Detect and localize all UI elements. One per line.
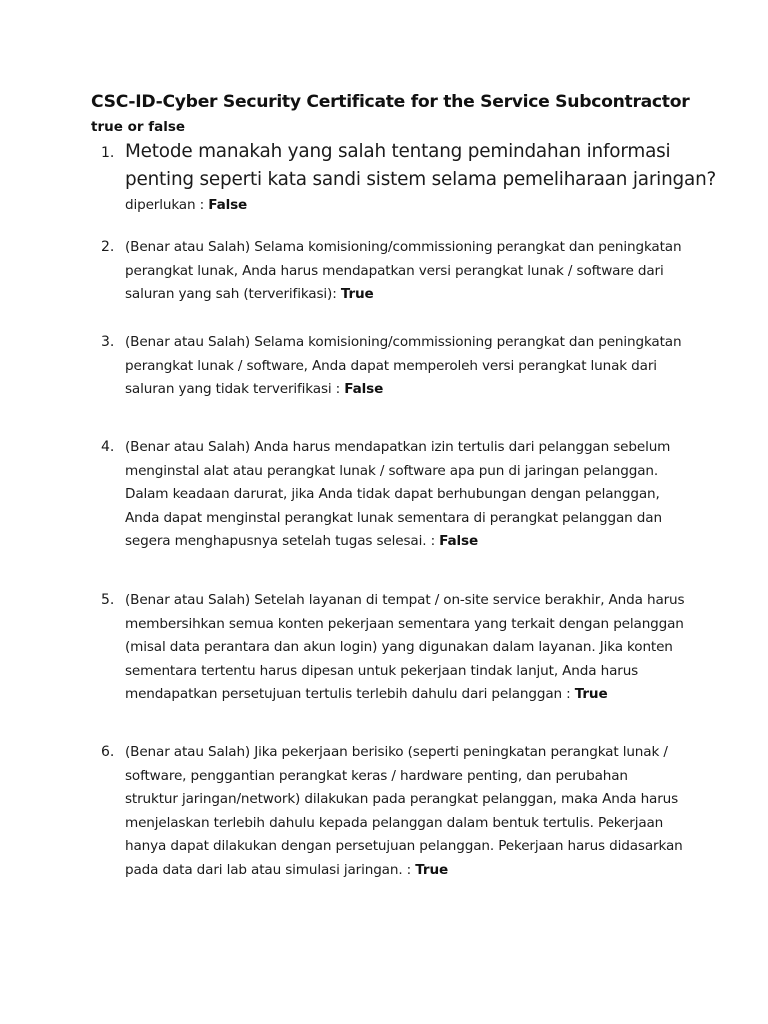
answer-value: True [574,686,608,703]
document-subtitle: true or false [91,119,186,135]
answer-value: False [439,533,479,550]
text-segment: pada data dari lab atau simulasi jaringan. : [125,861,416,878]
item-number: 2. [101,239,115,255]
text-line [125,378,685,402]
answer-value: False [344,381,384,398]
text-line: (Benar atau Salah) Selama komisioning/commissioning perangkat dan peningkatan [125,334,682,350]
answer-line [125,194,685,216]
item-number: 3. [101,334,115,350]
text-segment: mendapatkan persetujuan tertulis terlebih dahulu dari pelanggan : [125,686,575,703]
item-text [125,436,685,554]
text-line: menginstal alat atau perangkat lunak / software apa pun di jaringan pelanggan. [125,462,659,479]
answer-value: True [415,861,449,878]
item-number: 4. [101,439,115,455]
text-segment: saluran yang sah (terverifikasi): [125,286,341,303]
text-line: struktur jaringan/network) dilakukan pada perangkat pelanggan, maka Anda harus [125,791,679,808]
text-line: perangkat lunak / software, Anda dapat memperoleh versi perangkat lunak dari [125,357,657,374]
text-line: Dalam keadaan darurat, jika Anda tidak dapat berhubungan dengan pelanggan, [125,486,660,503]
text-line [125,683,685,707]
text-line: menjelaskan terlebih dahulu kepada pelanggan dalam bentuk tertulis. Pekerjaan [125,814,664,831]
item-number: 5. [101,592,115,608]
item-text [125,236,685,307]
item-number: 1. [101,145,115,161]
text-segment: saluran yang tidak terverifikasi : [125,381,345,398]
text-line: (Benar atau Salah) Anda harus mendapatkan izin tertulis dari pelanggan sebelum [125,439,671,455]
text-line [125,283,685,307]
item-text [125,589,685,707]
text-line: (Benar atau Salah) Setelah layanan di tempat / on-site service berakhir, Anda harus [125,592,685,608]
item-text [125,138,717,216]
text-line [125,530,685,554]
text-line [125,859,685,883]
answer-prefix: diperlukan : [125,197,209,213]
answer-value: False [208,197,248,213]
question-line: penting seperti kata sandi sistem selama pemeliharaan jaringan? [125,169,717,190]
text-line: Anda dapat menginstal perangkat lunak sementara di perangkat pelanggan dan [125,509,662,526]
text-line: perangkat lunak, Anda harus mendapatkan versi perangkat lunak / software dari [125,262,664,279]
text-line: software, penggantian perangkat keras / hardware penting, dan perubahan [125,767,628,784]
text-line: (Benar atau Salah) Jika pekerjaan berisiko (seperti peningkatan perangkat lunak / [125,744,668,760]
question-line: Metode manakah yang salah tentang pemindahan informasi [125,141,671,162]
text-line: membersihkan semua konten pekerjaan sementara yang terkait dengan pelanggan [125,615,684,632]
text-line: hanya dapat dilakukan dengan persetujuan pelanggan. Pekerjaan harus didasarkan [125,838,683,855]
item-text [125,331,685,402]
item-number: 6. [101,744,115,760]
document-title: CSC-ID-Cyber Security Certificate for the Service Subcontractor [91,92,690,112]
item-text [125,741,685,883]
text-line: sementara tertentu harus dipesan untuk pekerjaan tindak lanjut, Anda harus [125,662,639,679]
text-line: (Benar atau Salah) Selama komisioning/commissioning perangkat dan peningkatan [125,239,682,255]
answer-value: True [340,286,374,303]
text-segment: segera menghapusnya setelah tugas selesai. : [125,533,440,550]
text-line: (misal data perantara dan akun login) yang digunakan dalam layanan. Jika konten [125,639,673,656]
